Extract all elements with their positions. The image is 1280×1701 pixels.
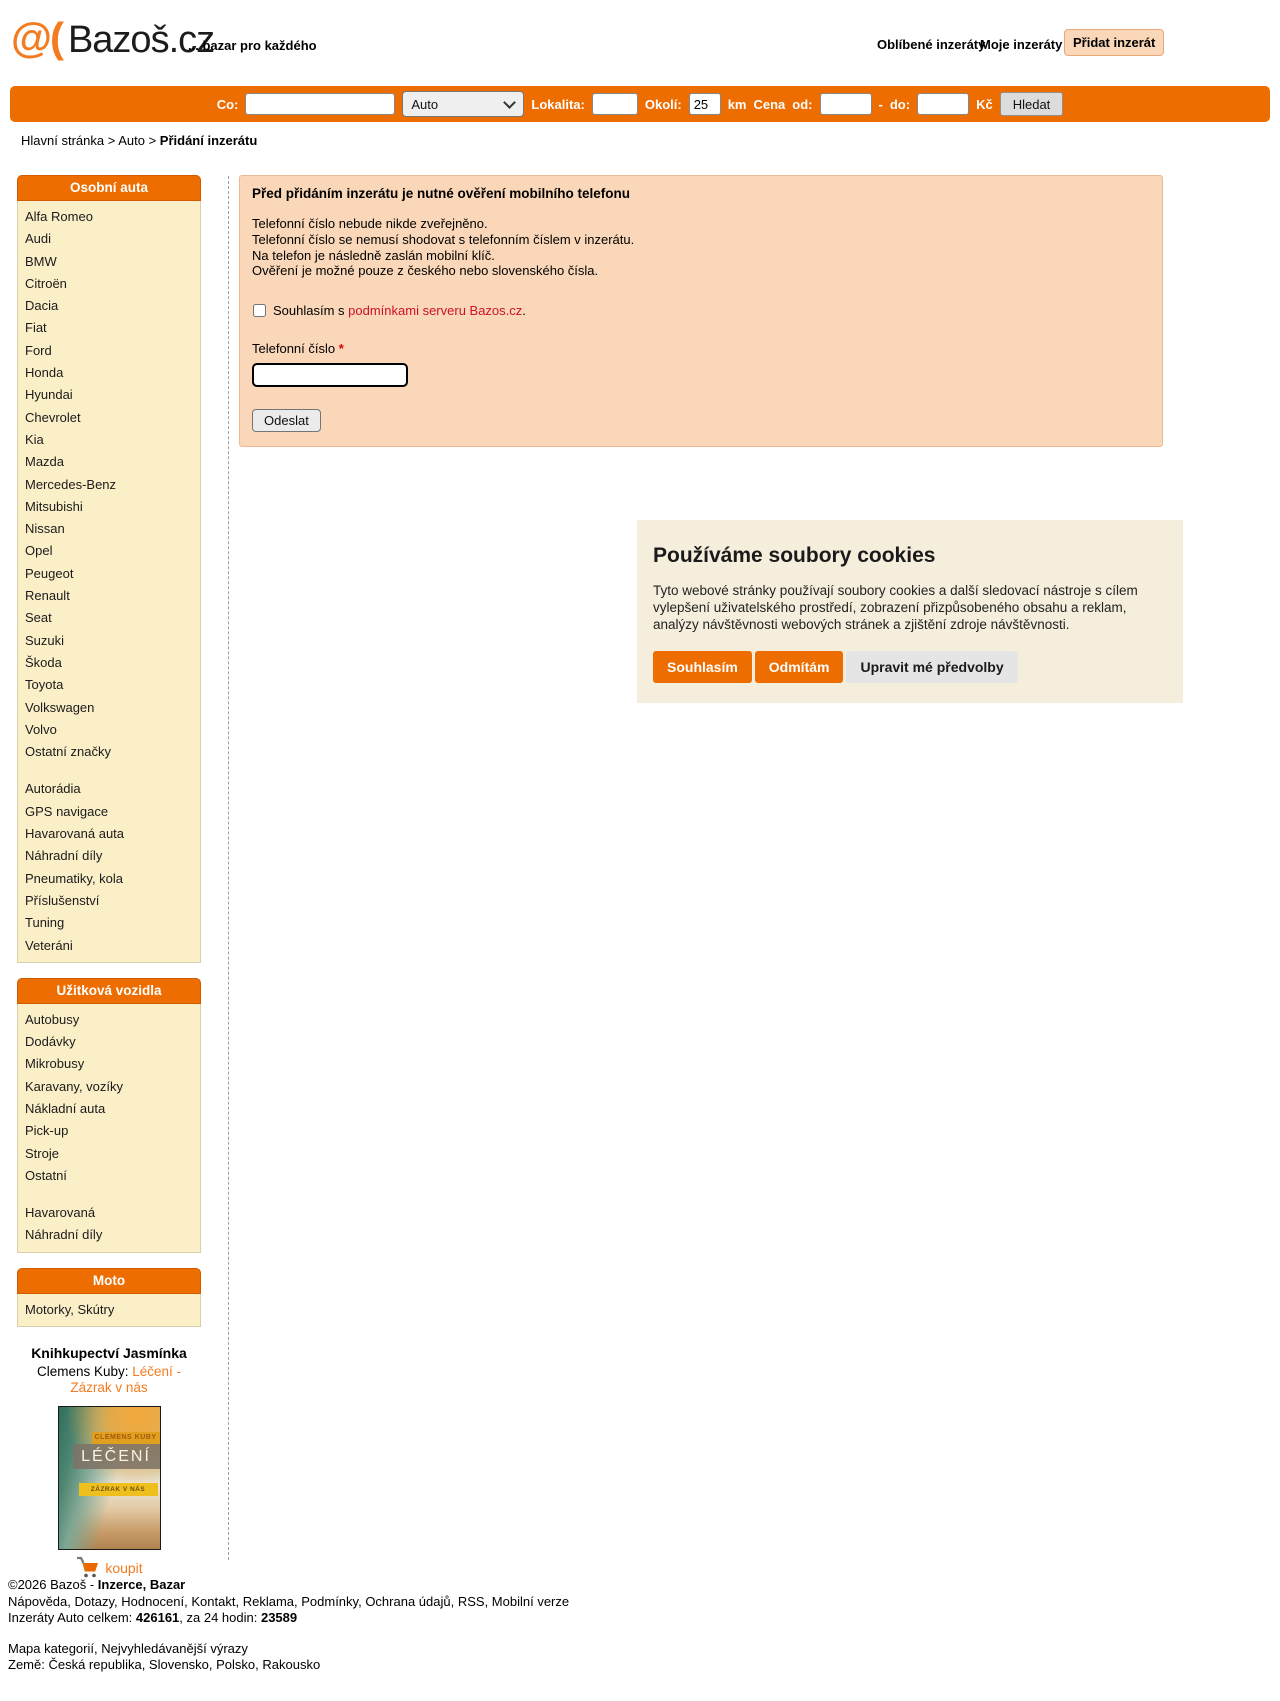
cart-icon: [75, 1556, 100, 1579]
sidebar-item[interactable]: Nákladní auta: [25, 1100, 106, 1116]
category-select[interactable]: [402, 91, 524, 117]
currency-label: Kč: [976, 96, 993, 112]
footer-separator: ,: [235, 1593, 243, 1609]
search-query-input[interactable]: [245, 93, 395, 115]
category-header-osobni-auta: Osobní auta: [17, 175, 201, 201]
sidebar: [17, 175, 201, 1579]
cookie-dialog: [637, 520, 1183, 703]
add-advert-button[interactable]: Přidat inzerát: [1064, 29, 1164, 56]
footer-link[interactable]: Nápověda: [8, 1593, 68, 1609]
ad-text-line: [17, 1364, 201, 1396]
sidebar-item[interactable]: Mazda: [25, 454, 65, 470]
cookie-title: Používáme soubory cookies: [653, 544, 936, 567]
category-list: [17, 201, 201, 963]
sidebar-item[interactable]: Náhradní díly: [25, 848, 103, 864]
verification-line: Telefonní číslo nebude nikde zveřejněno.: [252, 216, 488, 231]
cookies-preferences-button[interactable]: Upravit mé předvolby: [846, 651, 1017, 683]
footer-map-link[interactable]: Mapa kategorií: [8, 1640, 94, 1656]
category-header-uzitkova-vozidla: Užitková vozidla: [17, 978, 201, 1004]
footer-separator: ,: [255, 1657, 263, 1672]
km-label: km: [727, 96, 747, 112]
footer-countries: Země: Česká republika, Slovensko, Polsko, Rakousko: [8, 1657, 321, 1672]
footer-count-24h: 23589: [260, 1610, 298, 1625]
phone-label: Telefonní číslo *: [252, 341, 344, 357]
ad-title: Knihkupectví Jasmínka: [31, 1345, 187, 1362]
footer-separator: ,: [184, 1593, 192, 1609]
footer-counts: Inzeráty Auto celkem: 426161, za 24 hodin: 23589: [8, 1610, 298, 1625]
footer-link[interactable]: Hodnocení: [121, 1593, 185, 1609]
category-gap: [18, 1187, 200, 1202]
sidebar-item[interactable]: Chevrolet: [25, 409, 81, 425]
sidebar-item[interactable]: Motorky, Skútry: [25, 1301, 115, 1317]
category-select-value: Auto: [411, 96, 439, 112]
sidebar-item[interactable]: Suzuki: [25, 632, 65, 648]
submit-button[interactable]: Odeslat: [252, 409, 321, 432]
sidebar-item[interactable]: Škoda: [25, 654, 62, 670]
sidebar-item[interactable]: Audi: [25, 231, 52, 247]
category-list: [17, 1004, 201, 1253]
footer-map-links: [8, 1641, 569, 1658]
sidebar-item[interactable]: Opel: [25, 543, 53, 559]
cookie-text: Tyto webové stránky používají soubory cookies a další sledovací nástroje s cílem vylepšení uživatelského prostředí, zobrazení přizpůsobeného obsahu a reklam, analýzy návštěvnosti webových stránek a zjištění zdroje návštěvnosti.: [653, 583, 1138, 632]
cookies-reject-button[interactable]: Odmítám: [755, 651, 844, 683]
sidebar-item[interactable]: Alfa Romeo: [25, 209, 93, 224]
footer-link[interactable]: Mobilní verze: [491, 1593, 570, 1609]
sidebar-item[interactable]: Tuning: [25, 915, 65, 931]
sidebar-item[interactable]: Nissan: [25, 521, 65, 537]
sidebar-item[interactable]: Ostatní značky: [25, 744, 111, 760]
book-title: LÉČENÍ: [73, 1444, 160, 1469]
breadcrumb: [21, 133, 257, 148]
footer-country-link[interactable]: Česká republika: [48, 1657, 142, 1672]
chevron-down-icon: [504, 96, 517, 109]
footer-separator: ,: [450, 1593, 458, 1609]
sidebar-category-boxes: [17, 175, 201, 1327]
footer-separator: ,: [484, 1593, 492, 1609]
location-label: Lokalita:: [531, 96, 585, 112]
cookie-buttons: [653, 651, 1171, 683]
category-box-osobni-auta: [17, 175, 201, 963]
sidebar-item[interactable]: Náhradní díly: [25, 1227, 103, 1243]
radius-input[interactable]: [689, 93, 721, 115]
ad-author-prefix: Clemens Kuby:: [36, 1364, 133, 1380]
sidebar-item[interactable]: Seat: [25, 610, 52, 626]
phone-input[interactable]: [252, 363, 408, 387]
terms-link[interactable]: podmínkami serveru Bazos.cz: [348, 303, 523, 319]
sidebar-item[interactable]: Havarovaná auta: [25, 826, 125, 842]
ad-book-link[interactable]: Léčení - Zázrak v nás: [70, 1364, 182, 1396]
price-from-input[interactable]: [820, 93, 872, 115]
sidebar-item[interactable]: Mikrobusy: [25, 1056, 85, 1072]
sidebar-ad: [17, 1345, 201, 1579]
price-to-input[interactable]: [917, 93, 969, 115]
logo-at-icon: @(: [11, 14, 62, 61]
footer-links: [8, 1594, 569, 1611]
footer-country-link[interactable]: Slovensko: [148, 1657, 209, 1672]
required-asterisk: *: [338, 341, 344, 357]
sidebar-item[interactable]: Veteráni: [25, 937, 73, 953]
search-button[interactable]: Hledat: [1000, 92, 1064, 116]
footer-separator: ,: [208, 1657, 217, 1672]
footer-map-link[interactable]: Nejvyhledávanější výrazy: [101, 1640, 248, 1656]
footer-separator: ,: [94, 1640, 102, 1656]
sidebar-item[interactable]: Citroën: [25, 275, 67, 291]
agree-checkbox[interactable]: [253, 304, 266, 317]
footer-country-link[interactable]: Rakousko: [262, 1657, 321, 1672]
breadcrumb-separator: >: [144, 133, 160, 148]
nav-favorite-ads-link[interactable]: Oblíbené inzeráty: [877, 37, 986, 52]
buy-row: [17, 1556, 201, 1579]
verification-title: Před přidáním inzerátu je nutné ověření mobilního telefonu: [252, 186, 631, 201]
category-box-uzitkova-vozidla: [17, 978, 201, 1253]
footer-separator: ,: [67, 1593, 75, 1609]
sidebar-item[interactable]: Dacia: [25, 298, 59, 314]
sidebar-item[interactable]: Fiat: [25, 320, 47, 336]
sidebar-item[interactable]: GPS navigace: [25, 803, 109, 819]
footer-separator: ,: [358, 1593, 366, 1609]
footer-separator: ,: [114, 1593, 122, 1609]
sidebar-item[interactable]: Pneumatiky, kola: [25, 870, 124, 886]
sidebar-item[interactable]: Volvo: [25, 721, 57, 737]
sidebar-item[interactable]: Renault: [25, 588, 70, 604]
agree-row: [252, 303, 1150, 318]
sidebar-item[interactable]: Autobusy: [25, 1011, 80, 1027]
logo-text: Bazoš.cz: [67, 19, 215, 61]
sidebar-item[interactable]: Peugeot: [25, 565, 74, 581]
content-divider: [228, 176, 229, 1560]
site-tagline: ... bazar pro každého: [188, 38, 317, 53]
footer-link[interactable]: Kontakt: [191, 1593, 236, 1609]
sidebar-item[interactable]: Stroje: [25, 1145, 59, 1161]
sidebar-item[interactable]: BMW: [25, 253, 57, 269]
footer-site-title: Inzerce, Bazar: [97, 1577, 186, 1592]
sidebar-item[interactable]: Ford: [25, 342, 52, 358]
category-box-moto: [17, 1268, 201, 1327]
footer-link[interactable]: Dotazy: [74, 1593, 115, 1609]
nav-my-ads-link[interactable]: Moje inzeráty: [980, 37, 1063, 52]
sidebar-item[interactable]: Dodávky: [25, 1034, 76, 1050]
sidebar-item[interactable]: Mercedes-Benz: [25, 476, 117, 492]
footer-link[interactable]: Reklama: [242, 1593, 294, 1609]
sidebar-item[interactable]: Ostatní: [25, 1167, 67, 1183]
verification-line: Telefonní číslo se nemusí shodovat s telefonním číslem v inzerátu.: [252, 231, 635, 247]
footer-copyright: ©2026 Bazoš - Inzerce, Bazar: [8, 1577, 186, 1592]
footer-link[interactable]: RSS: [457, 1593, 485, 1609]
sidebar-item[interactable]: Pick-up: [25, 1123, 69, 1139]
footer-separator: ,: [141, 1657, 149, 1672]
verification-line: Na telefon je následně zaslán mobilní klíč.: [252, 247, 495, 263]
footer-country-link[interactable]: Polsko: [216, 1657, 256, 1672]
buy-link[interactable]: koupit: [105, 1559, 143, 1576]
ad-book-cover[interactable]: [58, 1406, 161, 1550]
sidebar-item[interactable]: Hyundai: [25, 387, 73, 403]
footer-gap: [8, 1627, 569, 1641]
breadcrumb-link[interactable]: Hlavní stránka: [21, 133, 105, 148]
sidebar-item[interactable]: Volkswagen: [25, 699, 95, 715]
breadcrumb-separator: >: [104, 133, 119, 148]
sidebar-item[interactable]: Mitsubishi: [25, 498, 83, 514]
search-query-label: Co:: [216, 96, 239, 112]
price-to-label: do:: [889, 96, 911, 112]
price-from-label: od:: [792, 96, 813, 112]
category-list: [17, 1294, 201, 1327]
breadcrumb-current: Přidání inzerátu: [159, 133, 258, 148]
radius-label: Okolí:: [644, 96, 682, 112]
agree-text: Souhlasím s podmínkami serveru Bazos.cz.: [273, 303, 526, 319]
sidebar-item[interactable]: Havarovaná: [25, 1205, 96, 1221]
footer: [8, 1577, 569, 1674]
price-label: Cena: [753, 96, 786, 112]
search-bar: [10, 86, 1270, 122]
sidebar-item[interactable]: Toyota: [25, 677, 64, 693]
location-input[interactable]: [592, 93, 638, 115]
sidebar-item[interactable]: Autorádia: [25, 781, 81, 797]
breadcrumb-link[interactable]: Auto: [118, 133, 145, 148]
cookies-accept-button[interactable]: Souhlasím: [653, 651, 752, 683]
sidebar-item[interactable]: Příslušenství: [25, 892, 100, 908]
sidebar-item[interactable]: Honda: [25, 365, 64, 381]
book-subtitle: ZÁZRAK V NÁS: [79, 1483, 158, 1496]
footer-link[interactable]: Podmínky: [301, 1593, 359, 1609]
price-dash-label: -: [878, 96, 883, 112]
footer-link[interactable]: Ochrana údajů: [365, 1593, 451, 1609]
category-gap: [18, 763, 200, 778]
footer-count-total: 426161: [135, 1610, 180, 1625]
sidebar-item[interactable]: Karavany, vozíky: [25, 1078, 124, 1094]
sidebar-item[interactable]: Kia: [25, 431, 44, 447]
book-author: CLEMENS KUBY: [92, 1432, 160, 1444]
site-logo[interactable]: [11, 14, 214, 62]
phone-verification-box: [239, 175, 1163, 447]
category-header-moto: Moto: [17, 1268, 201, 1294]
footer-separator: ,: [294, 1593, 302, 1609]
verification-line: Ověření je možné pouze z českého nebo slovenského čísla.: [252, 263, 599, 279]
